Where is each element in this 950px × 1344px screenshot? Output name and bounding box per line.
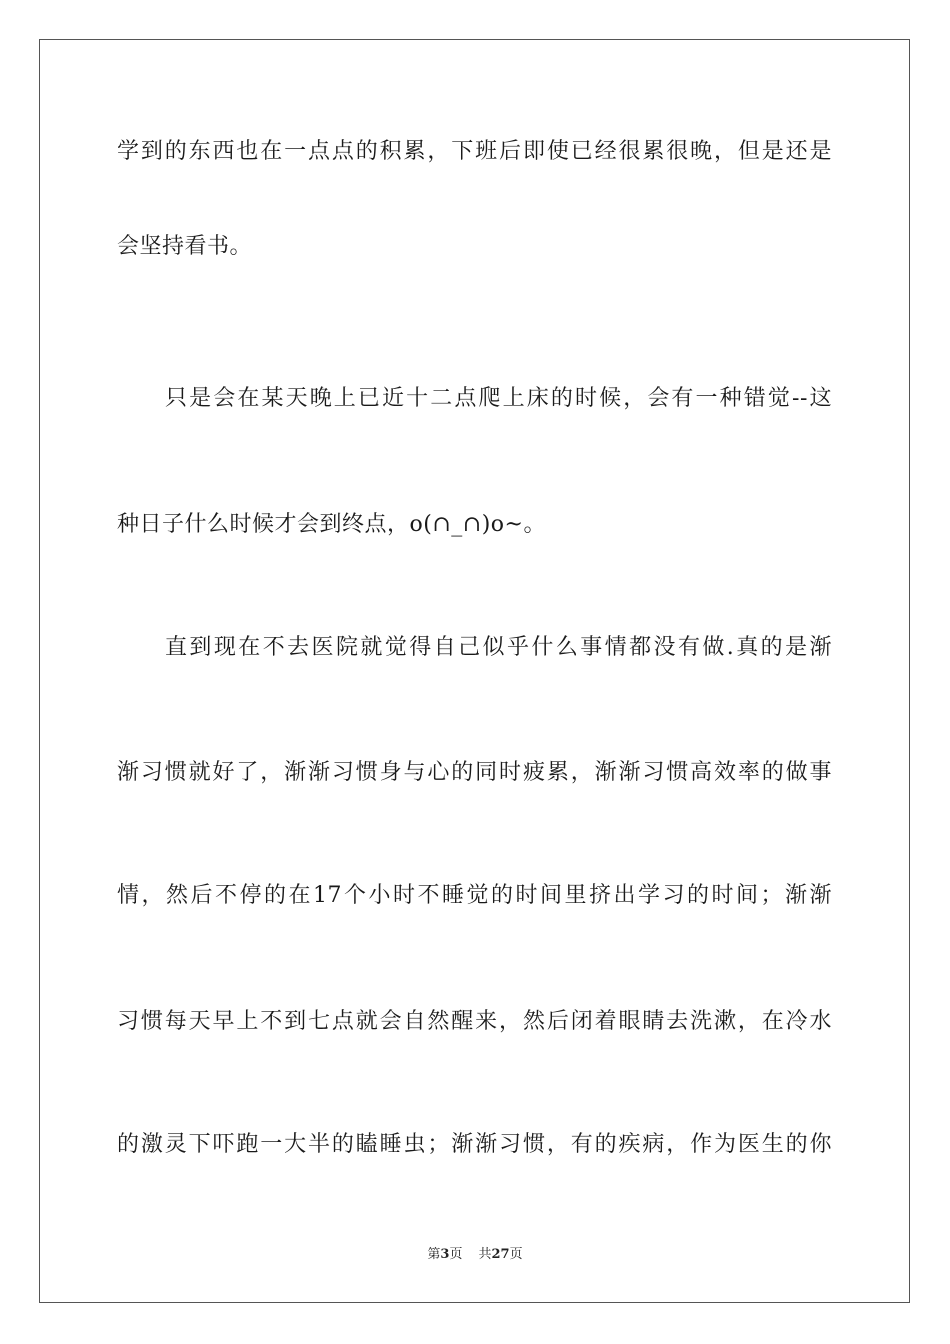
text-line-8: 习惯每天早上不到七点就会自然醒来，然后闭着眼睛去洗漱，在冷水 bbox=[117, 1009, 832, 1034]
total-page-number: 27 bbox=[491, 1247, 510, 1262]
text-line-3: 只是会在某天晚上已近十二点爬上床的时候，会有一种错觉--这 bbox=[165, 386, 832, 411]
text-line-6: 渐习惯就好了，渐渐习惯身与心的同时疲累，渐渐习惯高效率的做事 bbox=[117, 760, 832, 785]
page-border bbox=[39, 39, 910, 1303]
page-unit: 页 bbox=[449, 1247, 463, 1262]
total-unit: 页 bbox=[509, 1247, 523, 1262]
total-prefix: 共 bbox=[478, 1247, 492, 1262]
text-line-7: 情，然后不停的在17个小时不睡觉的时间里挤出学习的时间；渐渐 bbox=[117, 883, 832, 908]
page-prefix: 第 bbox=[427, 1247, 441, 1262]
text-line-5: 直到现在不去医院就觉得自己似乎什么事情都没有做.真的是渐 bbox=[165, 635, 832, 660]
text-line-9: 的激灵下吓跑一大半的瞌睡虫；渐渐习惯，有的疾病，作为医生的你 bbox=[117, 1132, 832, 1157]
text-line-4: 种日子什么时候才会到终点，o(∩_∩)o~。 bbox=[117, 512, 546, 537]
page-footer bbox=[0, 1246, 950, 1264]
text-line-1: 学到的东西也在一点点的积累，下班后即使已经很累很晚，但是还是 bbox=[117, 139, 832, 164]
current-page-number: 3 bbox=[440, 1247, 450, 1262]
text-line-2: 会坚持看书。 bbox=[117, 234, 253, 259]
